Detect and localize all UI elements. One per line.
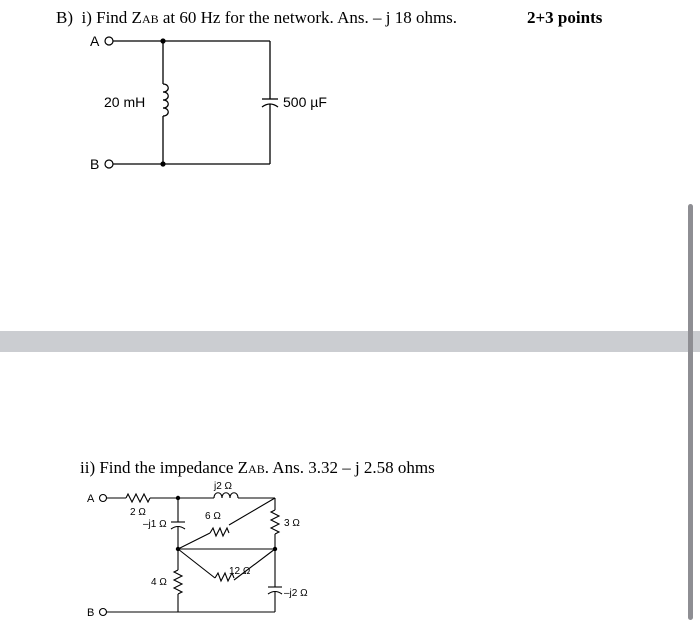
node-a-label: A bbox=[90, 33, 100, 49]
resistor-2-ohm bbox=[126, 494, 150, 502]
question-2-subscript: AB bbox=[248, 462, 265, 476]
resistor-6-ohm bbox=[210, 528, 229, 536]
terminal-a-2 bbox=[100, 495, 107, 502]
resistor-4-ohm bbox=[174, 570, 182, 594]
points-label: 2+3 points bbox=[527, 8, 603, 27]
l1-label: j2 Ω bbox=[214, 481, 233, 492]
question-1-subscript: AB bbox=[141, 12, 159, 26]
inductor-j2 bbox=[214, 493, 238, 498]
node-b-label: B bbox=[90, 156, 100, 172]
c2-label: –j2 Ω bbox=[284, 588, 308, 599]
r4-label: 12 Ω bbox=[229, 566, 251, 577]
junction-dot bbox=[176, 547, 180, 551]
wire bbox=[178, 533, 210, 549]
terminal-b-2 bbox=[100, 609, 107, 616]
inductor-label: 20 mH bbox=[104, 94, 146, 110]
r3-label: 3 Ω bbox=[284, 518, 300, 529]
question-2-answer: . Ans. 3.32 – j 2.58 ohms bbox=[264, 458, 435, 477]
wire bbox=[229, 498, 275, 525]
wire bbox=[178, 549, 215, 578]
node-b-label: B bbox=[87, 607, 95, 619]
question-1-part: i) Find Z bbox=[81, 8, 142, 27]
question-2-part: ii) Find the impedance Z bbox=[80, 458, 249, 477]
c1-label: –j1 Ω bbox=[143, 519, 167, 530]
junction-dot bbox=[176, 496, 180, 500]
r1-label: 2 Ω bbox=[130, 507, 146, 518]
question-label: B) bbox=[56, 8, 73, 27]
resistor-3-ohm bbox=[271, 510, 279, 534]
junction-dot bbox=[273, 547, 277, 551]
capacitor-label: 500 µF bbox=[283, 94, 327, 110]
node-a-label: A bbox=[87, 493, 95, 505]
r5-label: 4 Ω bbox=[151, 577, 167, 588]
question-1-answer: at 60 Hz for the network. Ans. – j 18 ohms. bbox=[158, 8, 458, 27]
r2-label: 6 Ω bbox=[205, 511, 221, 522]
